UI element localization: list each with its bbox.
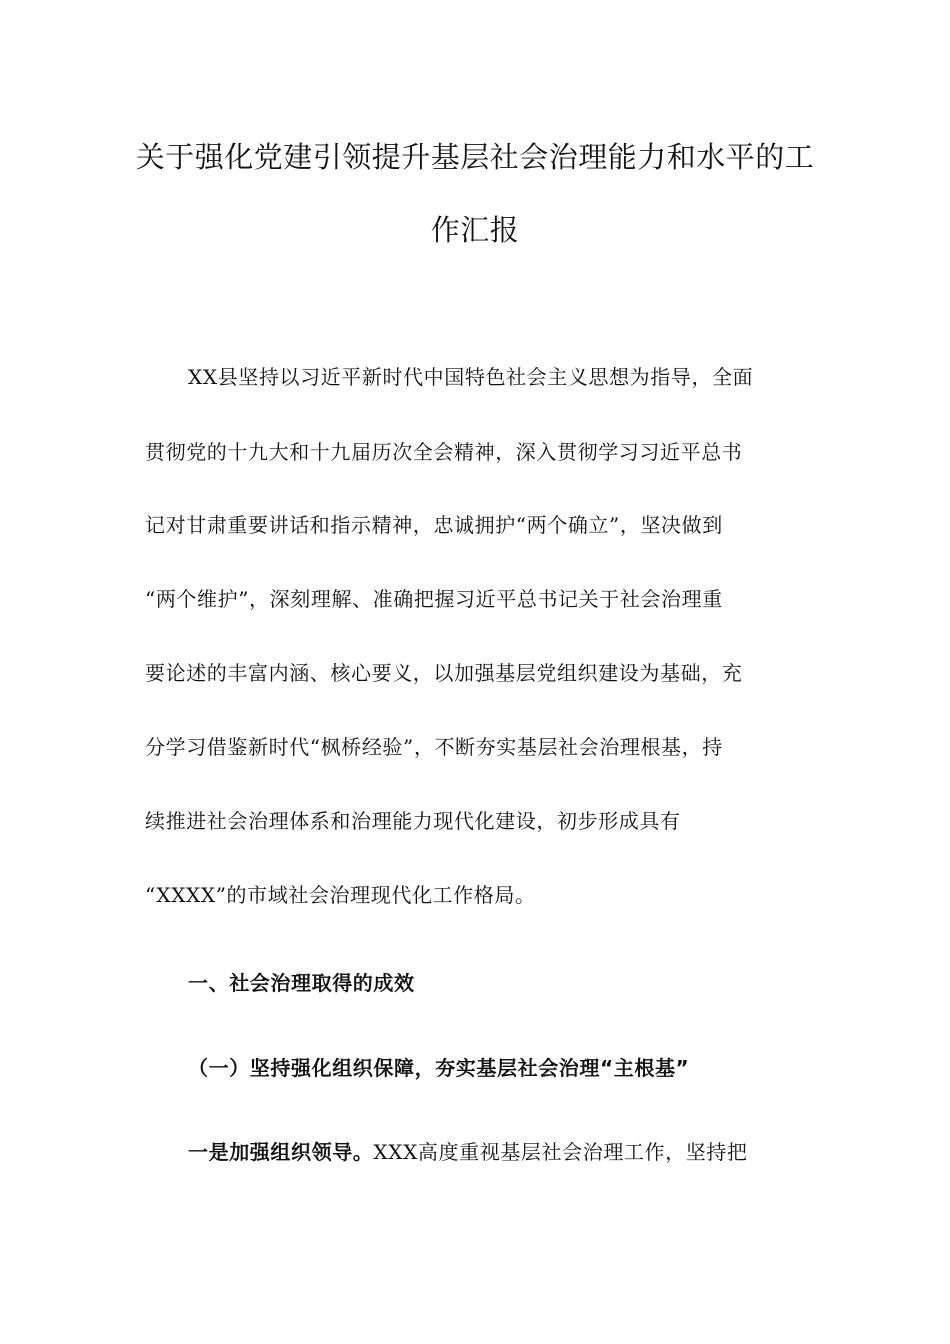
intro-line-8: “XXXX”的市域社会治理现代化工作格局。 xyxy=(145,883,536,907)
intro-line-4: “两个维护”，深刻理解、准确把握习近平总书记关于社会治理重 xyxy=(145,587,723,611)
intro-line-2: 贯彻党的十九大和十九届历次全会精神，深入贯彻学习习近平总书 xyxy=(145,440,743,464)
intro-line-5: 要论述的丰富内涵、核心要义，以加强基层党组织建设为基础，充 xyxy=(145,661,743,685)
section-heading: 一、社会治理取得的成效 xyxy=(188,971,415,995)
subsection-heading: （一）坚持强化组织保障，夯实基层社会治理“主根基” xyxy=(188,1056,690,1080)
document-title-line-1: 关于强化党建引领提升基层社会治理能力和水平的工 xyxy=(135,140,815,174)
intro-line-1: XX县坚持以习近平新时代中国特色社会主义思想为指导，全面 xyxy=(188,365,754,389)
point-lead: 一是加强组织领导。 xyxy=(188,1140,374,1164)
intro-line-6: 分学习借鉴新时代“枫桥经验”，不断夯实基层社会治理根基，持 xyxy=(145,735,723,759)
intro-line-7: 续推进社会治理体系和治理能力现代化建设，初步形成具有 xyxy=(145,809,681,833)
point-text: XXX高度重视基层社会治理工作，坚持把 xyxy=(373,1140,748,1164)
intro-line-3: 记对甘肃重要讲话和指示精神，忠诚拥护“两个确立”，坚决做到 xyxy=(145,513,723,537)
point-paragraph xyxy=(188,1137,808,1167)
document-title-line-2: 作汇报 xyxy=(430,213,520,247)
